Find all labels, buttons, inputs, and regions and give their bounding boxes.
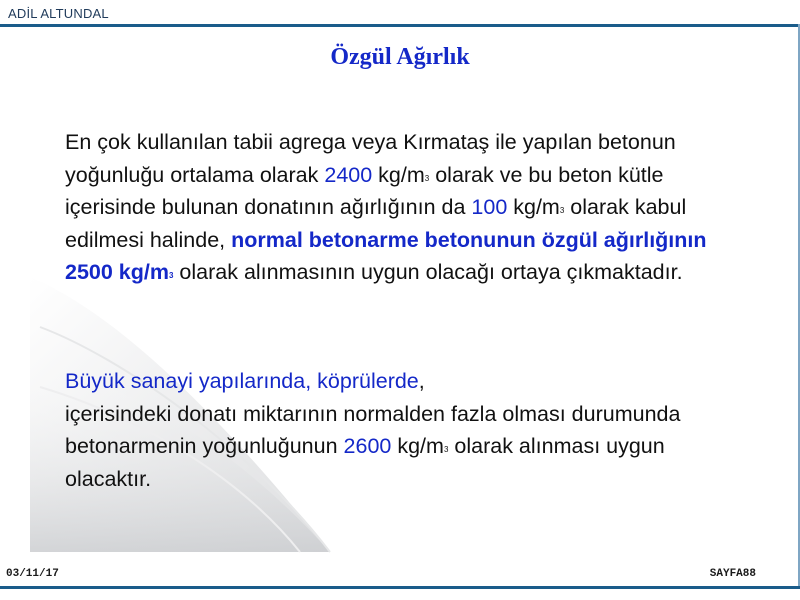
p1-text-6: olarak alınmasının uygun olacağı ortaya çıkmaktadır.	[173, 260, 683, 284]
p1-superscript-1: 3	[424, 173, 430, 183]
p1-text-3: olarak ve bu beton kütle içerisinde bulunan donatının ağırlığının da	[65, 162, 664, 219]
footer-rule	[0, 586, 800, 589]
p2-lead-highlight: Büyük sanayi yapılarında, köprülerde	[65, 369, 419, 393]
p1-value-2400: 2400	[324, 162, 373, 187]
p1-value-100: 100	[471, 195, 508, 219]
p1-bold-highlight: normal betonarme betonunun özgül ağırlığının 2500 kg/m	[65, 227, 707, 284]
p2-text-2: kg/m	[391, 434, 444, 458]
p2-superscript-1: 3	[443, 445, 449, 454]
p2-comma: ,	[418, 369, 425, 393]
p2-value-2600: 2600	[343, 434, 392, 458]
paragraph-2	[65, 365, 755, 495]
paragraph-1	[65, 126, 755, 289]
footer-page-number: SAYFA88	[709, 568, 756, 580]
p2-text-3: olarak alınması uygun olacaktır.	[65, 434, 665, 491]
p1-superscript-2: 3	[559, 206, 565, 215]
p1-text-2: kg/m	[372, 162, 425, 187]
footer-date: 03/11/17	[6, 568, 59, 580]
slide-title: Özgül Ağırlık	[330, 44, 470, 70]
p1-superscript-3: 3	[168, 271, 174, 280]
p1-text-5: olarak kabul edilmesi halinde,	[65, 195, 687, 252]
p2-text-1: içerisindeki donatı miktarının normalden fazla olması durumunda betonarmenin yoğunluğunun	[65, 401, 681, 458]
p1-text-4: kg/m	[507, 195, 560, 219]
author-label: ADİL ALTUNDAL	[8, 6, 109, 21]
p1-text-1: En çok kullanılan tabii agrega veya Kırmataş ile yapılan betonun yoğunluğu ortalama olarak	[65, 130, 676, 187]
